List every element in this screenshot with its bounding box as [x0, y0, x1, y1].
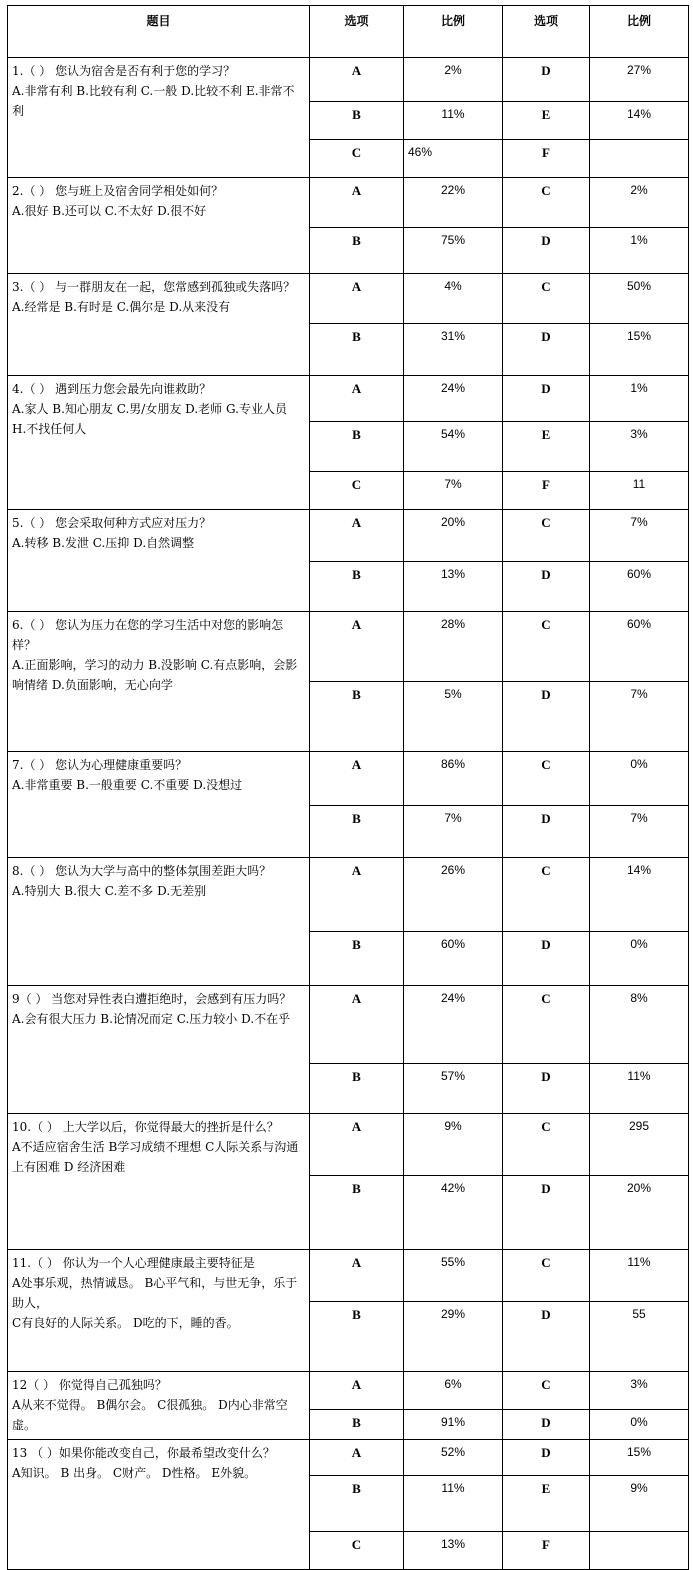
question-text: 10.（ ） 上大学以后，你觉得最大的挫折是什么？ A不适应宿舍生活 B学习成绩不理想 C人际关系与沟通上有困难 D 经济困难	[8, 1114, 310, 1250]
option-letter-1: B	[310, 682, 404, 752]
option-letter-1: A	[310, 1372, 404, 1410]
table-row	[8, 1372, 689, 1410]
option-letter-1: B	[310, 102, 404, 140]
option-letter-2: C	[503, 178, 590, 228]
option-letter-2: C	[503, 274, 590, 324]
ratio-value-1: 26%	[404, 858, 503, 932]
ratio-value-2: 7%	[590, 682, 689, 752]
table-row	[8, 376, 689, 422]
ratio-value-2: 60%	[590, 612, 689, 682]
question-text: 8.（ ） 您认为大学与高中的整体氛围差距大吗？ A.特别大 B.很大 C.差不多 D.无差别	[8, 858, 310, 986]
table-row	[8, 1250, 689, 1302]
option-letter-2: D	[503, 324, 590, 376]
ratio-value-2: 50%	[590, 274, 689, 324]
ratio-value-1: 11%	[404, 1476, 503, 1532]
ratio-value-2: 11	[590, 472, 689, 510]
option-letter-1: A	[310, 1250, 404, 1302]
option-letter-2: C	[503, 1372, 590, 1410]
option-letter-2: E	[503, 422, 590, 472]
option-letter-2: D	[503, 1440, 590, 1476]
option-letter-1: B	[310, 324, 404, 376]
option-letter-1: A	[310, 1114, 404, 1176]
header-option-2: 选项	[503, 6, 590, 58]
option-letter-2: C	[503, 510, 590, 562]
option-letter-1: B	[310, 228, 404, 274]
option-letter-1: A	[310, 178, 404, 228]
ratio-value-2: 3%	[590, 1372, 689, 1410]
question-text: 4.（ ） 遇到压力您会最先向谁救助？ A.家人 B.知心朋友 C.男/女朋友 D.老师 G.专业人员 H.不找任何人	[8, 376, 310, 510]
ratio-value-2: 60%	[590, 562, 689, 612]
question-text: 7.（ ） 您认为心理健康重要吗？ A.非常重要 B.一般重要 C.不重要 D.没想过	[8, 752, 310, 858]
ratio-value-2: 14%	[590, 858, 689, 932]
ratio-value-1: 54%	[404, 422, 503, 472]
ratio-value-2: 0%	[590, 752, 689, 806]
option-letter-2: D	[503, 562, 590, 612]
question-text: 9（ ） 当您对异性表白遭拒绝时，会感到有压力吗？ A.会有很大压力 B.论情况而定 C.压力较小 D.不在乎	[8, 986, 310, 1114]
ratio-value-1: 4%	[404, 274, 503, 324]
option-letter-1: B	[310, 562, 404, 612]
ratio-value-1: 52%	[404, 1440, 503, 1476]
ratio-value-1: 60%	[404, 932, 503, 986]
option-letter-2: D	[503, 228, 590, 274]
option-letter-1: A	[310, 986, 404, 1064]
option-letter-1: A	[310, 752, 404, 806]
option-letter-1: B	[310, 806, 404, 858]
question-text: 12（ ） 你觉得自己孤独吗？ A从来不觉得。 B偶尔会。 C很孤独。 D内心非常空虚。	[8, 1372, 310, 1440]
option-letter-2: D	[503, 1302, 590, 1372]
ratio-value-1: 42%	[404, 1176, 503, 1250]
option-letter-1: B	[310, 1476, 404, 1532]
header-ratio-2: 比例	[590, 6, 689, 58]
option-letter-1: A	[310, 858, 404, 932]
option-letter-2: F	[503, 472, 590, 510]
ratio-value-1: 2%	[404, 58, 503, 102]
question-text: 13 （ ）如果你能改变自己，你最希望改变什么？ A知识。 B 出身。 C财产。 D性格。 E外貌。	[8, 1440, 310, 1570]
option-letter-2: D	[503, 932, 590, 986]
ratio-value-1: 75%	[404, 228, 503, 274]
ratio-value-1: 86%	[404, 752, 503, 806]
option-letter-2: E	[503, 102, 590, 140]
ratio-value-2: 27%	[590, 58, 689, 102]
ratio-value-1: 7%	[404, 472, 503, 510]
ratio-value-1: 46%	[404, 140, 503, 178]
ratio-value-2: 1%	[590, 376, 689, 422]
ratio-value-2: 20%	[590, 1176, 689, 1250]
ratio-value-2: 2%	[590, 178, 689, 228]
option-letter-1: C	[310, 472, 404, 510]
ratio-value-2: 15%	[590, 1440, 689, 1476]
ratio-value-2: 15%	[590, 324, 689, 376]
question-text: 6.（ ） 您认为压力在您的学习生活中对您的影响怎样？ A.正面影响，学习的动力 B.没影响 C.有点影响，会影响情绪 D.负面影响，无心向学	[8, 612, 310, 752]
ratio-value-1: 6%	[404, 1372, 503, 1410]
ratio-value-1: 28%	[404, 612, 503, 682]
table-row	[8, 986, 689, 1064]
table-row	[8, 510, 689, 562]
ratio-value-2	[590, 140, 689, 178]
question-text: 5.（ ） 您会采取何种方式应对压力？ A.转移 B.发泄 C.压抑 D.自然调整	[8, 510, 310, 612]
table-row	[8, 1114, 689, 1176]
ratio-value-1: 20%	[404, 510, 503, 562]
table-row	[8, 178, 689, 228]
ratio-value-2: 1%	[590, 228, 689, 274]
ratio-value-1: 9%	[404, 1114, 503, 1176]
option-letter-1: A	[310, 612, 404, 682]
option-letter-2: C	[503, 858, 590, 932]
ratio-value-2: 14%	[590, 102, 689, 140]
option-letter-2: D	[503, 1176, 590, 1250]
ratio-value-1: 24%	[404, 986, 503, 1064]
header-question: 题目	[8, 6, 310, 58]
option-letter-1: A	[310, 376, 404, 422]
ratio-value-1: 24%	[404, 376, 503, 422]
question-text: 3.（ ） 与一群朋友在一起，您常感到孤独或失落吗？ A.经常是 B.有时是 C.偶尔是 D.从来没有	[8, 274, 310, 376]
option-letter-1: B	[310, 932, 404, 986]
option-letter-2: E	[503, 1476, 590, 1532]
ratio-value-1: 13%	[404, 562, 503, 612]
option-letter-2: F	[503, 140, 590, 178]
ratio-value-2: 7%	[590, 806, 689, 858]
table-row	[8, 274, 689, 324]
question-text: 2.（ ） 您与班上及宿舍同学相处如何？ A.很好 B.还可以 C.不太好 D.很不好	[8, 178, 310, 274]
table-row	[8, 1440, 689, 1476]
ratio-value-2: 3%	[590, 422, 689, 472]
ratio-value-1: 7%	[404, 806, 503, 858]
ratio-value-2: 7%	[590, 510, 689, 562]
ratio-value-2: 0%	[590, 932, 689, 986]
option-letter-1: A	[310, 274, 404, 324]
option-letter-2: D	[503, 806, 590, 858]
option-letter-1: B	[310, 1302, 404, 1372]
option-letter-1: B	[310, 1410, 404, 1440]
option-letter-2: C	[503, 752, 590, 806]
option-letter-2: D	[503, 1064, 590, 1114]
table-row	[8, 58, 689, 102]
option-letter-2: C	[503, 1114, 590, 1176]
ratio-value-2: 9%	[590, 1476, 689, 1532]
option-letter-1: C	[310, 1532, 404, 1570]
header-ratio-1: 比例	[404, 6, 503, 58]
option-letter-2: D	[503, 58, 590, 102]
option-letter-2: F	[503, 1532, 590, 1570]
header-option-1: 选项	[310, 6, 404, 58]
ratio-value-2: 0%	[590, 1410, 689, 1440]
header-row	[8, 6, 689, 58]
option-letter-1: B	[310, 1176, 404, 1250]
table-row	[8, 858, 689, 932]
ratio-value-1: 5%	[404, 682, 503, 752]
question-text: 11.（ ） 你认为一个人心理健康最主要特征是 A处事乐观，热情诚恳。 B心平气和，与世无争，乐于助人， C有良好的人际关系。 D吃的下，睡的香。	[8, 1250, 310, 1372]
ratio-value-2	[590, 1532, 689, 1570]
ratio-value-2: 55	[590, 1302, 689, 1372]
option-letter-1: B	[310, 422, 404, 472]
option-letter-2: C	[503, 986, 590, 1064]
ratio-value-1: 22%	[404, 178, 503, 228]
ratio-value-2: 11%	[590, 1250, 689, 1302]
option-letter-1: A	[310, 1440, 404, 1476]
option-letter-1: A	[310, 58, 404, 102]
option-letter-2: D	[503, 682, 590, 752]
ratio-value-1: 31%	[404, 324, 503, 376]
option-letter-2: D	[503, 376, 590, 422]
ratio-value-1: 91%	[404, 1410, 503, 1440]
ratio-value-1: 11%	[404, 102, 503, 140]
ratio-value-1: 57%	[404, 1064, 503, 1114]
survey-table	[7, 5, 689, 1570]
option-letter-1: B	[310, 1064, 404, 1114]
option-letter-2: D	[503, 1410, 590, 1440]
ratio-value-2: 295	[590, 1114, 689, 1176]
ratio-value-1: 29%	[404, 1302, 503, 1372]
ratio-value-2: 8%	[590, 986, 689, 1064]
option-letter-2: C	[503, 1250, 590, 1302]
table-row	[8, 752, 689, 806]
option-letter-1: C	[310, 140, 404, 178]
option-letter-2: C	[503, 612, 590, 682]
survey-body	[8, 58, 689, 1570]
option-letter-1: A	[310, 510, 404, 562]
ratio-value-1: 13%	[404, 1532, 503, 1570]
table-row	[8, 612, 689, 682]
ratio-value-1: 55%	[404, 1250, 503, 1302]
ratio-value-2: 11%	[590, 1064, 689, 1114]
question-text: 1.（ ） 您认为宿舍是否有利于您的学习？ A.非常有利 B.比较有利 C.一般 D.比较不利 E.非常不利	[8, 58, 310, 178]
